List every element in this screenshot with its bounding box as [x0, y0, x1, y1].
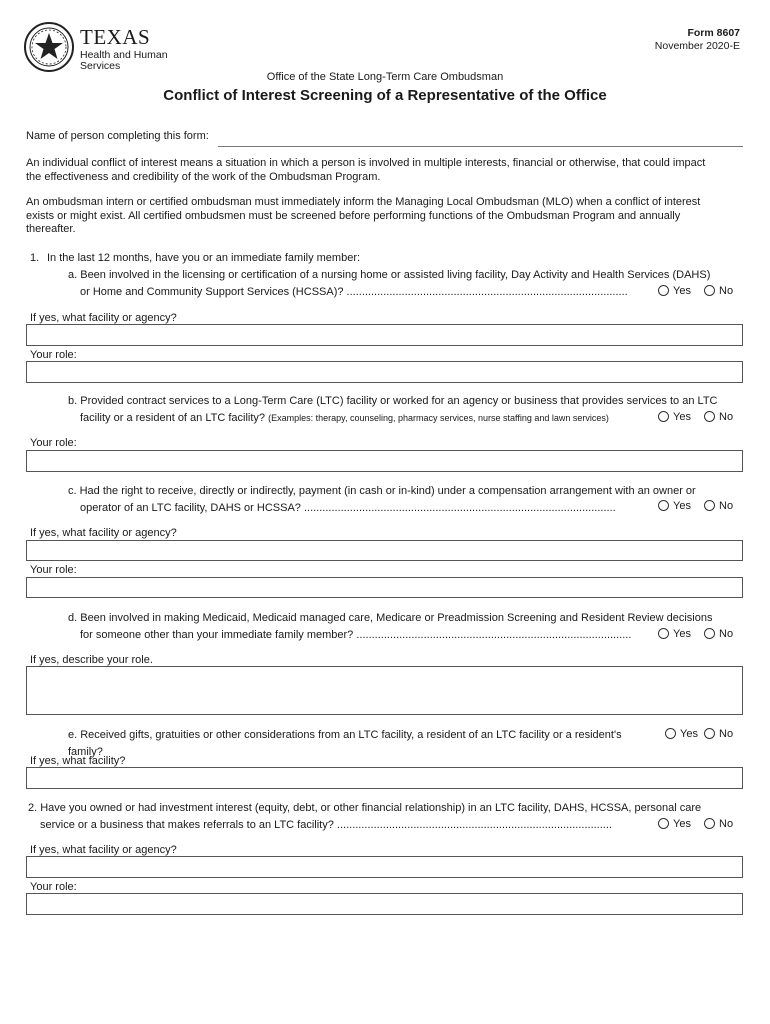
- radio-circle-icon: [704, 411, 715, 422]
- q1b-yes-radio[interactable]: Yes: [658, 411, 691, 423]
- q1d-role-field[interactable]: [26, 666, 743, 715]
- question-1d: d. Been involved in making Medicaid, Medicaid managed care, Medicare or Preadmission Screening and Resident Review decisions for someone other than your immediate family member? ..........................................................................................: [68, 612, 713, 641]
- q2-role-field[interactable]: [26, 893, 743, 915]
- question-1-number: 1.: [30, 252, 40, 264]
- q1e-no-radio[interactable]: No: [704, 728, 733, 740]
- logo-wordmark: TEXAS: [80, 25, 151, 49]
- q1a-role-label: Your role:: [30, 349, 77, 361]
- q2-no-radio[interactable]: No: [704, 818, 733, 830]
- q1a-yes-radio[interactable]: Yes: [658, 285, 691, 297]
- office-name: Office of the State Long-Term Care Ombudsman: [266, 71, 504, 83]
- radio-circle-icon: [658, 818, 669, 829]
- question-2: 2. Have you owned or had investment interest (equity, debt, or other financial relationship) in an LTC facility, DAHS, HCSSA, personal care service or a business that makes referrals to an LTC facility? ..........................................................................................: [28, 802, 702, 831]
- q1b-role-label: Your role:: [30, 437, 77, 449]
- radio-circle-icon: [665, 728, 676, 739]
- q1a-role-field[interactable]: [26, 361, 743, 383]
- radio-circle-icon: [658, 500, 669, 511]
- q1b-no-radio[interactable]: No: [704, 411, 733, 423]
- q2-yes-radio[interactable]: Yes: [658, 818, 691, 830]
- form-number: Form 8607: [687, 27, 740, 39]
- q1c-facility-field[interactable]: [26, 540, 743, 561]
- q1e-yes-radio[interactable]: Yes: [665, 728, 698, 740]
- question-1e: e. Received gifts, gratuities or other considerations from an LTC facility, a resident of an LTC facility or a resident's family?: [68, 729, 622, 758]
- question-1a: a. Been involved in the licensing or certification of a nursing home or assisted living facility, Day Activity and Health Services (DAHS) or Home and Community Support Services (HCSSA)? ............................................................................................: [68, 269, 711, 298]
- q1d-no-radio[interactable]: No: [704, 628, 733, 640]
- logo-line-1: Health and Human: [80, 49, 168, 61]
- q1c-no-radio[interactable]: No: [704, 500, 733, 512]
- radio-circle-icon: [658, 285, 669, 296]
- name-label: Name of person completing this form:: [26, 130, 209, 142]
- q2-facility-field[interactable]: [26, 856, 743, 878]
- question-1c: c. Had the right to receive, directly or indirectly, payment (in cash or in-kind) under a compensation arrangement with an owner or operator of an LTC facility, DAHS or HCSSA? ......................................................................................................: [68, 485, 696, 514]
- radio-circle-icon: [704, 728, 715, 739]
- q1a-facility-label: If yes, what facility or agency?: [30, 312, 177, 324]
- texas-seal-icon: [24, 22, 74, 72]
- q1a-facility-field[interactable]: [26, 324, 743, 346]
- radio-circle-icon: [658, 628, 669, 639]
- q1a-no-radio[interactable]: No: [704, 285, 733, 297]
- form-date: November 2020-E: [654, 40, 740, 52]
- q1c-role-label: Your role:: [30, 564, 77, 576]
- q1d-role-label: If yes, describe your role.: [30, 654, 153, 666]
- q1c-role-field[interactable]: [26, 577, 743, 598]
- radio-circle-icon: [658, 411, 669, 422]
- q1d-yes-radio[interactable]: Yes: [658, 628, 691, 640]
- q1e-facility-label: If yes, what facility?: [30, 755, 126, 767]
- radio-circle-icon: [704, 628, 715, 639]
- intro-paragraph-2: An ombudsman intern or certified ombudsman must immediately inform the Managing Local Ombudsman (MLO) when a conflict of interest exists or might exist. All certified ombudsmen must be screened before performing functions of the Ombudsman Program and annually thereafter.: [26, 196, 701, 235]
- radio-circle-icon: [704, 500, 715, 511]
- q1e-facility-field[interactable]: [26, 767, 743, 789]
- radio-circle-icon: [704, 818, 715, 829]
- name-input[interactable]: [218, 146, 743, 147]
- q2-facility-label: If yes, what facility or agency?: [30, 844, 177, 856]
- q1c-facility-label: If yes, what facility or agency?: [30, 527, 177, 539]
- q1c-yes-radio[interactable]: Yes: [658, 500, 691, 512]
- intro-paragraph-1: An individual conflict of interest means a situation in which a person is involved in multiple interests, financial or otherwise, that could impact the effectiveness and credibility of the work of the Ombudsman Program.: [26, 157, 706, 183]
- q1b-role-field[interactable]: [26, 450, 743, 472]
- radio-circle-icon: [704, 285, 715, 296]
- page-title: Conflict of Interest Screening of a Representative of the Office: [163, 87, 607, 104]
- q2-role-label: Your role:: [30, 881, 77, 893]
- question-1b: b. Provided contract services to a Long-Term Care (LTC) facility or worked for an agency or business that provides services to an LTC facility or a resident of an LTC facility? (Examples: therapy, counseling, pharmacy services, nurse staffing and lawn services): [68, 395, 718, 424]
- logo-line-2: Services: [80, 60, 121, 72]
- question-1-text: In the last 12 months, have you or an immediate family member:: [47, 252, 361, 264]
